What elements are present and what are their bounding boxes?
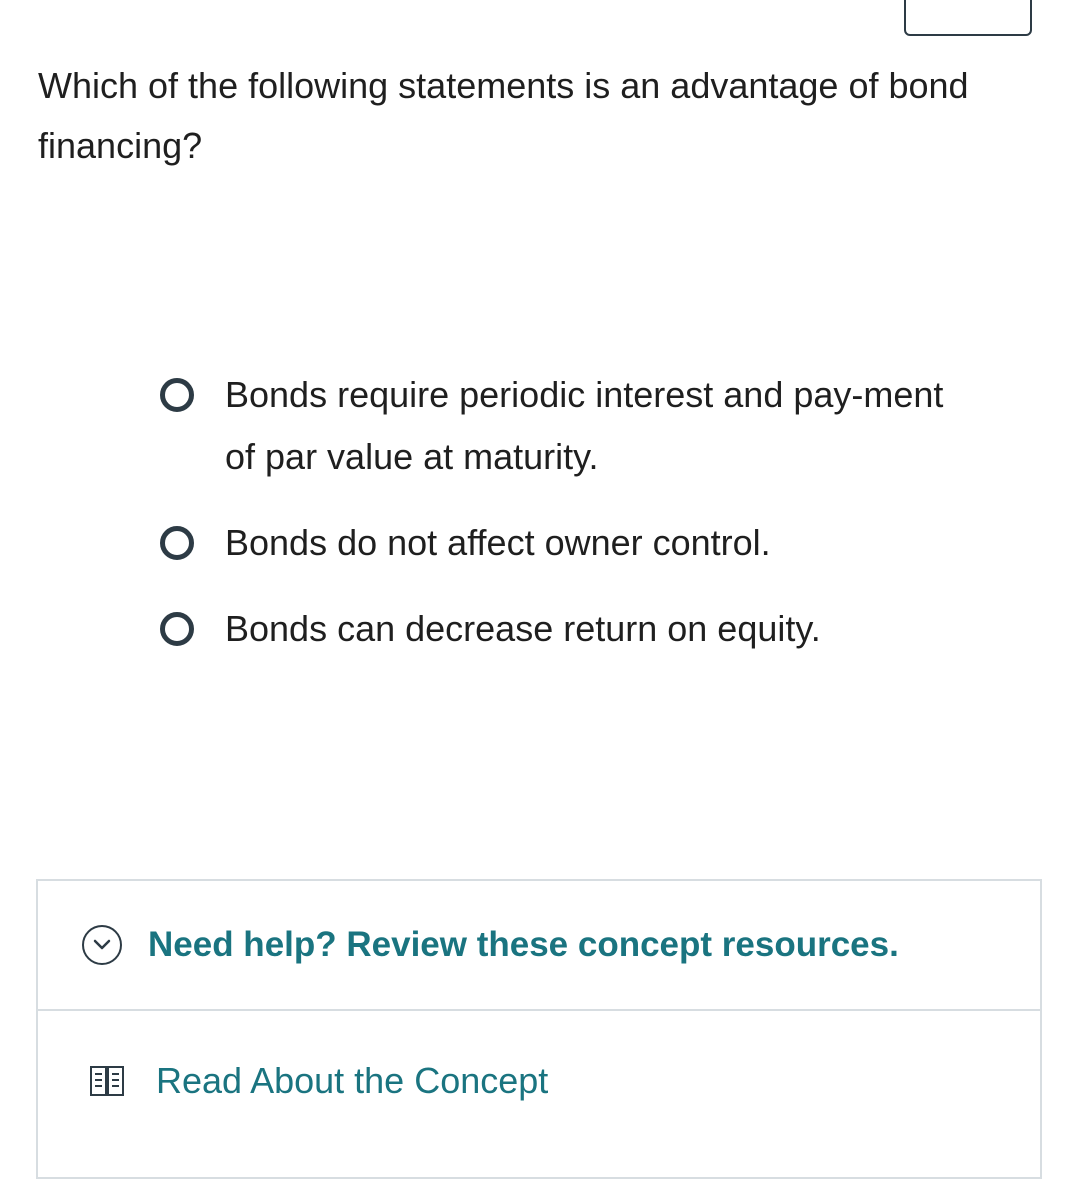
question-text: Which of the following statements is an advantage of bond financing?: [38, 65, 969, 166]
resource-link[interactable]: [38, 1011, 1040, 1151]
book-icon: [88, 1062, 126, 1100]
chevron-down-icon[interactable]: [82, 925, 122, 965]
help-panel: [36, 879, 1042, 1179]
top-button-box[interactable]: [904, 0, 1032, 36]
answer-option-label: Bonds do not affect owner control.: [225, 522, 771, 563]
radio-button[interactable]: [160, 378, 194, 412]
radio-button[interactable]: [160, 526, 194, 560]
answer-option[interactable]: [157, 512, 977, 574]
radio-button[interactable]: [160, 612, 194, 646]
help-toggle[interactable]: [38, 881, 1040, 1011]
answer-option[interactable]: [157, 598, 977, 660]
resource-link-label: Read About the Concept: [156, 1060, 549, 1101]
answer-option-label: Bonds can decrease return on equity.: [225, 608, 821, 649]
answer-options: [157, 364, 977, 660]
help-title: Need help? Review these concept resources.: [148, 925, 899, 964]
answer-option[interactable]: [157, 364, 977, 488]
answer-option-label: Bonds require periodic interest and pay-ment of par value at maturity.: [225, 374, 944, 477]
